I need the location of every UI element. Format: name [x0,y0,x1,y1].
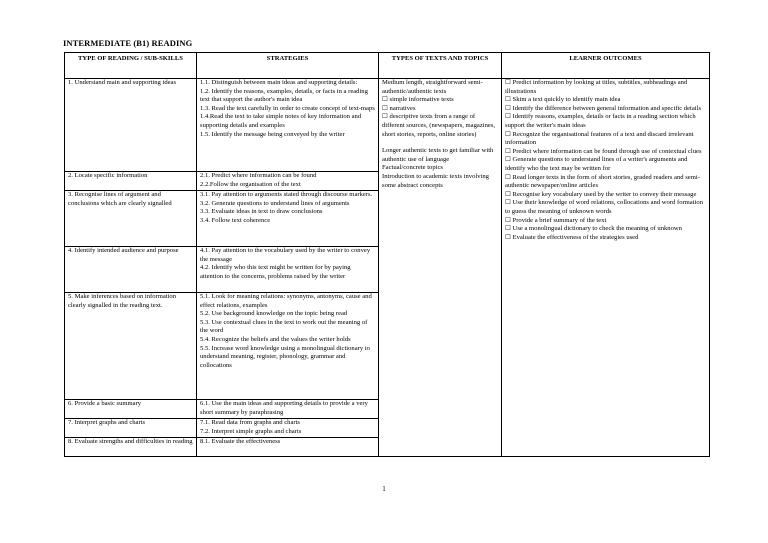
outcome-item: ☐ Use a monolingual dictionary to check the meaning of unknown [505,225,682,233]
header-subskills: TYPE OF READING / SUB-SKILLS [65,53,197,79]
text-type-item: ☐ descriptive texts from a range of different sources, (newspapers, magazines, short stories, reports, online stories) [382,113,496,138]
subskill-text: 4. Identify intended audience and purpose [68,247,179,254]
subskill-text: 7. Interpret graphs and charts [68,419,146,426]
text-type-item: ☐ narratives [382,104,416,112]
text-type-item: Medium length, straightforward semi-authentic/authentic texts [382,79,483,95]
outcome-item: ☐ Identify reasons, examples, details or facts in a reading section which support the writer's main ideas [505,113,696,129]
subskill-text: 2. Locate specific information [68,172,148,179]
subskill-cell [65,419,197,438]
outcome-item: ☐ Recognise key vocabulary used by the writer to convey their message [505,190,697,198]
strategy-text: 5.4. Recognize the beliefs and the values the writer holds [200,335,351,343]
outcome-item: ☐ Predict information by looking at titles, subtitles, subheadings and illustrations [505,79,688,95]
subskill-text: 5. Make inferences based on information clearly signalled in the reading text. [68,293,177,309]
strategy-text: 5.5. Increase word knowledge using a monolingual dictionary to understand meaning, register, phonology, grammar and collocations [200,344,370,369]
strategy-text: 3.1. Pay attention to arguments stated through discourse markers. [200,191,373,198]
strategy-text: 7.1. Read data from graphs and charts [200,419,300,426]
outcome-item: ☐ Generate questions to understand lines of a writer's arguments and identify who the text may be written for [505,156,688,172]
subskill-text: 3. Recognise lines of argument and conclusions which are clearly signalled [68,191,172,207]
strategy-text: 3.2. Generate questions to understand lines of arguments [200,199,350,207]
outcome-item: ☐ Evaluate the effectiveness of the strategies used [505,233,639,241]
outcomes-cell [502,79,710,457]
strategy-cell [197,247,379,293]
outcome-item: ☐ Provide a brief summary of the text [505,216,607,224]
text-type-item: Introduction to academic texts involving some abstract concepts [382,172,489,189]
subskill-cell [65,438,197,457]
strategy-cell [197,419,379,438]
strategy-cell [197,191,379,247]
outcome-item: ☐ Predict where information can be found through use of contextual clues [505,147,702,155]
strategy-cell [197,400,379,419]
strategy-text: 1.3. Read the text carefully in order to create concept of text-maps [200,104,375,112]
subskill-cell [65,79,197,172]
reading-skills-table [64,52,710,457]
spacer [382,139,498,147]
strategy-text: 8.1. Evaluate the effectiveness [200,438,281,445]
strategy-text: 7.2. Interpret simple graphs and charts [200,427,302,435]
strategy-text: 2.1. Predict where information can be found [200,172,317,179]
subskill-cell [65,191,197,247]
strategy-text: 1.1. Distinguish between main ideas and supporting details: [200,79,358,86]
strategy-text: 3.3. Evaluate ideas in text to draw conclusions [200,208,323,216]
strategy-cell [197,79,379,172]
subskill-cell [65,172,197,191]
subskill-cell [65,400,197,419]
text-type-item: Factual/concrete topics [382,164,443,172]
table-row [65,79,710,172]
outcome-item: ☐ Skim a text quickly to identify main idea [505,96,621,104]
strategy-text: 3.4. Follow text coherence [200,216,271,224]
strategy-text: 1.5. Identify the message being conveyed by the writer [200,130,345,138]
subskill-cell [65,247,197,293]
outcome-item: ☐ Use their knowledge of word relations, collocations and word formation to guess the meaning of unknown words [505,199,703,215]
strategy-cell [197,172,379,191]
text-type-item: ☐ simple informative texts [382,96,454,104]
strategy-text: 4.2. Identify who this text might be written for by paying attention to the concerns, problems raised by the writer [200,264,351,280]
strategy-text: 1.4.Read the text to take simple notes of key information and supporting details and examples [200,113,362,129]
strategy-text: 5.3. Use contextual clues in the text to work out the meaning of the word [200,318,368,335]
text-types-cell [379,79,502,457]
outcome-item: ☐ Read longer texts in the form of short stories, graded readers and semi-authentic newspaper/online articles [505,173,700,190]
text-type-item: Longer authentic texts to get familiar with authentic use of language [382,147,494,163]
strategy-text: 5.1. Look for meaning relations: synonyms, antonyms, cause and effect relations, examples [200,293,372,309]
header-text-types: TYPES OF TEXTS AND TOPICS [379,53,502,79]
strategy-cell [197,293,379,400]
document-title: INTERMEDIATE (B1) READING [63,38,193,48]
strategy-text: 2.2.Follow the organisation of the text [200,180,301,188]
header-strategies: STRATEGIES [197,53,379,79]
subskill-text: 6. Provide a basic summary [68,400,142,407]
strategy-text: 1.2. Identify the reasons, examples, details, or facts in a reading text that support the author's main idea [200,87,368,104]
strategy-text: 6.1. Use the main ideas and supporting details to provide a very short summary by paraphrasing [200,400,368,416]
header-outcomes: LEARNER OUTCOMES [502,53,710,79]
subskill-text: 1. Understand main and supporting ideas [68,79,177,86]
subskill-text: 8. Evaluate strengths and difficulties in reading [68,438,193,445]
strategy-cell [197,438,379,457]
strategy-text: 5.2. Use background knowledge on the topic being read [200,310,348,318]
subskill-cell [65,293,197,400]
outcome-item: ☐ Recognize the organisational features of a text and discard irrelevant information [505,130,694,147]
outcome-item: ☐ Identify the difference between general information and specific details [505,104,702,112]
strategy-text: 4.1. Pay attention to the vocabulary used by the writer to convey the message [200,247,371,263]
page-number: 1 [382,485,386,493]
